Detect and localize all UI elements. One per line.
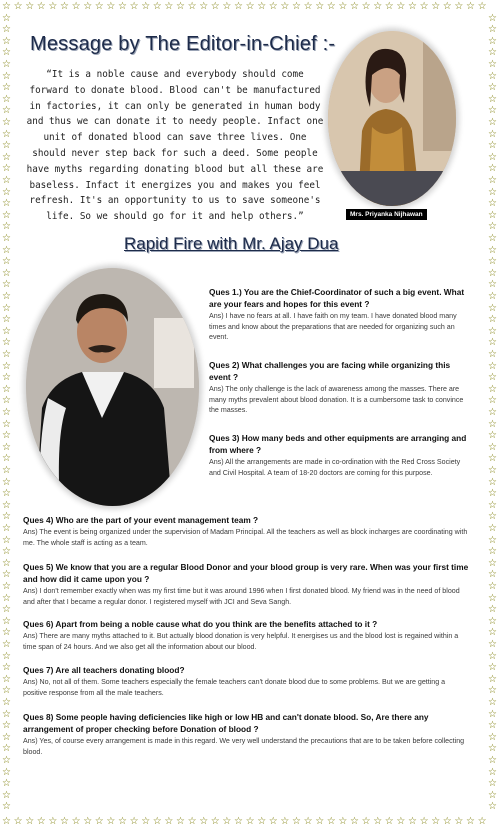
border-star-icon: ☆ xyxy=(2,59,11,70)
border-star-icon: ☆ xyxy=(2,291,11,302)
border-star-icon: ☆ xyxy=(488,105,497,117)
border-star-icon: ☆ xyxy=(2,546,11,558)
border-star-icon: ☆ xyxy=(2,581,11,592)
border-star-icon: ☆ xyxy=(488,395,497,407)
border-star-icon: ☆ xyxy=(454,1,464,12)
border-star-icon: ☆ xyxy=(488,256,497,268)
border-star-icon: ☆ xyxy=(2,789,11,801)
border-star-icon: ☆ xyxy=(2,465,11,476)
border-star-icon: ☆ xyxy=(2,82,11,94)
border-star-icon: ☆ xyxy=(350,816,359,827)
border-star-icon: ☆ xyxy=(257,816,267,827)
border-star-icon: ☆ xyxy=(488,383,497,395)
qa-item xyxy=(209,359,471,416)
border-star-icon: ☆ xyxy=(25,1,35,12)
border-star-icon: ☆ xyxy=(326,1,336,12)
border-star-icon: ☆ xyxy=(408,816,417,827)
border-star-icon: ☆ xyxy=(488,47,497,59)
border-star-icon: ☆ xyxy=(454,816,464,827)
editor-photo xyxy=(328,31,456,206)
editor-photo-caption: Mrs. Priyanka Nijhawan xyxy=(346,209,427,220)
border-star-icon: ☆ xyxy=(488,209,497,221)
border-star-icon: ☆ xyxy=(48,816,58,827)
qa-item xyxy=(209,286,471,343)
border-star-icon: ☆ xyxy=(13,816,23,827)
border-star-icon: ☆ xyxy=(488,534,497,546)
border-star-icon: ☆ xyxy=(488,650,497,662)
border-star-icon: ☆ xyxy=(488,801,497,813)
border-star-icon: ☆ xyxy=(488,720,497,732)
border-star-icon: ☆ xyxy=(222,816,232,827)
border-star-icon: ☆ xyxy=(2,360,11,372)
border-star-icon: ☆ xyxy=(2,128,11,140)
border-star-icon: ☆ xyxy=(2,163,11,175)
border-star-icon: ☆ xyxy=(187,1,197,12)
border-star-icon: ☆ xyxy=(488,267,497,279)
border-star-icon: ☆ xyxy=(222,1,232,12)
border-star-icon: ☆ xyxy=(338,1,348,12)
border-star-icon: ☆ xyxy=(488,592,497,604)
border-star-icon: ☆ xyxy=(2,430,11,442)
border-star-icon: ☆ xyxy=(488,476,497,488)
border-star-icon: ☆ xyxy=(2,47,11,59)
border-star-icon: ☆ xyxy=(488,418,497,430)
border-star-icon: ☆ xyxy=(488,291,497,302)
border-star-icon: ☆ xyxy=(2,662,11,674)
border-star-icon: ☆ xyxy=(2,140,11,152)
border-star-icon: ☆ xyxy=(488,349,497,360)
border-star-icon: ☆ xyxy=(2,720,11,732)
border-star-icon: ☆ xyxy=(2,233,11,244)
border-star-icon: ☆ xyxy=(488,59,497,70)
border-star-icon: ☆ xyxy=(488,279,497,291)
border-star-icon: ☆ xyxy=(488,743,497,755)
answer: Ans) All the arrangements are made in co-ordination with the Red Cross Society and Civil Hospital. A team of 18-20 doctors are coming for this purpose. xyxy=(209,458,461,477)
border-star-icon: ☆ xyxy=(176,816,185,827)
border-star-icon: ☆ xyxy=(141,816,151,827)
question: Ques 8) Some people having deficiencies like high or low HB and can't donate blood. So, Are there any arrangement of proper checking before Donation of blood ? xyxy=(23,712,429,734)
border-star-icon: ☆ xyxy=(280,816,290,827)
border-star-icon: ☆ xyxy=(2,244,11,256)
border-star-icon: ☆ xyxy=(488,314,497,326)
answer: Ans) The event is being organized under the supervision of Madam Principal. All the teachers as well as block incharges are coordinating with me. The whole staff is acting as a team. xyxy=(23,528,468,547)
border-star-icon: ☆ xyxy=(2,731,11,743)
answer: Ans) The only challenge is the lack of awareness among the masses. There are many myths prevalent about blood donation. It is a cumbersome task to convince the masses. xyxy=(209,385,464,415)
interviewee-photo xyxy=(26,268,199,506)
border-star-icon: ☆ xyxy=(2,743,11,755)
border-star-icon: ☆ xyxy=(477,1,487,12)
answer: Ans) There are many myths attached to it. But actually blood donation is very helpful. It energises us and the blood lost is regained within a time span of 24 hours. And we also get all the information about our blood. xyxy=(23,632,459,651)
border-star-icon: ☆ xyxy=(2,221,11,233)
border-star-icon: ☆ xyxy=(488,151,497,163)
border-star-icon: ☆ xyxy=(488,244,497,256)
border-star-icon: ☆ xyxy=(2,372,11,384)
border-star-icon: ☆ xyxy=(488,163,497,175)
border-star-icon: ☆ xyxy=(2,569,11,581)
border-star-icon: ☆ xyxy=(488,789,497,801)
border-star-icon: ☆ xyxy=(176,1,185,12)
border-star-icon: ☆ xyxy=(13,1,23,12)
border-star-icon: ☆ xyxy=(488,662,497,674)
border-star-icon: ☆ xyxy=(129,1,139,12)
border-star-icon: ☆ xyxy=(488,778,497,790)
border-star-icon: ☆ xyxy=(2,1,11,12)
border-star-icon: ☆ xyxy=(2,453,11,465)
border-star-icon: ☆ xyxy=(152,1,162,12)
border-star-icon: ☆ xyxy=(373,816,383,827)
border-star-icon: ☆ xyxy=(419,1,429,12)
border-star-icon: ☆ xyxy=(2,383,11,395)
question: Ques 3) How many beds and other equipments are arranging and from where ? xyxy=(209,433,467,455)
border-star-icon: ☆ xyxy=(2,24,11,36)
border-star-icon: ☆ xyxy=(488,615,497,627)
border-star-icon: ☆ xyxy=(71,1,81,12)
border-star-icon: ☆ xyxy=(199,816,209,827)
border-star-icon: ☆ xyxy=(2,70,11,82)
question: Ques 2) What challenges you are facing while organizing this event ? xyxy=(209,360,451,382)
border-star-icon: ☆ xyxy=(488,24,497,36)
border-star-icon: ☆ xyxy=(2,766,11,778)
border-star-icon: ☆ xyxy=(164,816,174,827)
border-star-icon: ☆ xyxy=(48,1,58,12)
qa-item xyxy=(23,618,471,652)
border-star-icon: ☆ xyxy=(488,673,497,685)
border-star-icon: ☆ xyxy=(408,1,417,12)
border-star-icon: ☆ xyxy=(488,441,497,453)
border-star-icon: ☆ xyxy=(2,557,11,569)
rapid-fire-title: Rapid Fire with Mr. Ajay Dua xyxy=(124,234,339,253)
border-star-icon: ☆ xyxy=(488,186,497,198)
border-star-icon: ☆ xyxy=(488,372,497,384)
border-star-icon: ☆ xyxy=(2,209,11,221)
border-star-icon: ☆ xyxy=(2,639,11,650)
border-star-icon: ☆ xyxy=(2,523,11,534)
border-star-icon: ☆ xyxy=(2,627,11,639)
border-star-icon: ☆ xyxy=(2,395,11,407)
border-star-icon: ☆ xyxy=(488,766,497,778)
border-star-icon: ☆ xyxy=(2,499,11,511)
border-star-icon: ☆ xyxy=(431,1,441,12)
border-star-icon: ☆ xyxy=(488,337,497,349)
answer: Ans) I have no fears at all. I have faith on my team. I have donated blood many times and know about the preparations that are needed for organizing such an event. xyxy=(209,312,457,342)
editor-quote: “It is a noble cause and everybody should come forward to donate blood. Blood can't be manufactured in factories, it can only be generated in human body and thus we can donate it to needy people. Infact one unit of donated blood can save three lives. One should never step back for such a deed. Some people have myths regarding donating blood but all these are baseless. Infact it energizes you and makes you feel refresh. It's an opportunity to us to save someone's life. So we should go for it and help others.” xyxy=(26,69,324,223)
border-star-icon: ☆ xyxy=(326,816,336,827)
border-star-icon: ☆ xyxy=(2,256,11,268)
border-star-icon: ☆ xyxy=(488,140,497,152)
border-star-icon: ☆ xyxy=(488,755,497,766)
border-star-icon: ☆ xyxy=(83,816,93,827)
border-star-icon: ☆ xyxy=(2,407,11,418)
border-star-icon: ☆ xyxy=(2,186,11,198)
border-star-icon: ☆ xyxy=(2,801,11,813)
border-star-icon: ☆ xyxy=(488,708,497,720)
border-star-icon: ☆ xyxy=(488,221,497,233)
border-star-icon: ☆ xyxy=(396,1,406,12)
qa-item xyxy=(209,432,471,478)
qa-item xyxy=(23,711,471,757)
border-star-icon: ☆ xyxy=(245,1,255,12)
border-star-icon: ☆ xyxy=(350,1,359,12)
border-star-icon: ☆ xyxy=(60,1,69,12)
border-star-icon: ☆ xyxy=(245,816,255,827)
border-star-icon: ☆ xyxy=(477,816,487,827)
border-star-icon: ☆ xyxy=(488,546,497,558)
answer: Ans) Yes, of course every arrangement is made in this regard. We very well understand the precautions that are to be taken before collecting blood. xyxy=(23,737,465,756)
border-star-icon: ☆ xyxy=(2,534,11,546)
border-star-icon: ☆ xyxy=(257,1,267,12)
border-star-icon: ☆ xyxy=(2,816,11,827)
border-star-icon: ☆ xyxy=(36,816,46,827)
border-star-icon: ☆ xyxy=(2,604,11,616)
border-star-icon: ☆ xyxy=(118,1,127,12)
border-star-icon: ☆ xyxy=(488,175,497,186)
border-star-icon: ☆ xyxy=(187,816,197,827)
border-star-icon: ☆ xyxy=(2,151,11,163)
border-star-icon: ☆ xyxy=(2,93,11,105)
border-star-icon: ☆ xyxy=(292,816,301,827)
border-star-icon: ☆ xyxy=(2,12,11,24)
border-star-icon: ☆ xyxy=(210,816,220,827)
border-star-icon: ☆ xyxy=(315,1,325,12)
border-star-icon: ☆ xyxy=(488,233,497,244)
border-star-icon: ☆ xyxy=(419,816,429,827)
border-star-icon: ☆ xyxy=(488,117,497,128)
border-star-icon: ☆ xyxy=(292,1,301,12)
border-star-icon: ☆ xyxy=(488,93,497,105)
answer: Ans) No, not all of them. Some teachers especially the female teachers can't donate blood due to some problems. But we are getting a positive response from all the male teachers. xyxy=(23,678,446,697)
qa-item xyxy=(23,514,471,548)
border-star-icon: ☆ xyxy=(280,1,290,12)
border-star-icon: ☆ xyxy=(488,325,497,337)
border-star-icon: ☆ xyxy=(488,12,497,24)
border-star-icon: ☆ xyxy=(268,816,278,827)
border-star-icon: ☆ xyxy=(2,175,11,186)
question: Ques 5) We know that you are a regular Blood Donor and your blood group is very rare. When was your first time and how did it came upon you ? xyxy=(23,562,469,584)
border-star-icon: ☆ xyxy=(2,488,11,500)
border-star-icon: ☆ xyxy=(488,685,497,697)
border-star-icon: ☆ xyxy=(488,604,497,616)
border-star-icon: ☆ xyxy=(106,1,116,12)
border-star-icon: ☆ xyxy=(488,360,497,372)
border-star-icon: ☆ xyxy=(488,302,497,314)
border-star-icon: ☆ xyxy=(2,35,11,47)
border-star-icon: ☆ xyxy=(384,1,394,12)
border-star-icon: ☆ xyxy=(488,499,497,511)
border-star-icon: ☆ xyxy=(488,128,497,140)
border-star-icon: ☆ xyxy=(268,1,278,12)
border-star-icon: ☆ xyxy=(466,1,475,12)
border-star-icon: ☆ xyxy=(234,816,243,827)
border-star-icon: ☆ xyxy=(36,1,46,12)
border-star-icon: ☆ xyxy=(303,816,313,827)
border-star-icon: ☆ xyxy=(2,476,11,488)
border-star-icon: ☆ xyxy=(488,465,497,476)
border-star-icon: ☆ xyxy=(488,198,497,210)
border-star-icon: ☆ xyxy=(338,816,348,827)
border-star-icon: ☆ xyxy=(60,816,69,827)
border-star-icon: ☆ xyxy=(488,697,497,708)
border-star-icon: ☆ xyxy=(442,1,452,12)
border-star-icon: ☆ xyxy=(488,731,497,743)
border-star-icon: ☆ xyxy=(2,650,11,662)
question: Ques 7) Are all teachers donating blood? xyxy=(23,665,185,675)
border-star-icon: ☆ xyxy=(152,816,162,827)
question: Ques 4) Who are the part of your event management team ? xyxy=(23,515,259,525)
border-star-icon: ☆ xyxy=(384,816,394,827)
border-star-icon: ☆ xyxy=(94,1,104,12)
border-star-icon: ☆ xyxy=(361,816,371,827)
border-star-icon: ☆ xyxy=(2,314,11,326)
border-star-icon: ☆ xyxy=(83,1,93,12)
border-star-icon: ☆ xyxy=(106,816,116,827)
border-star-icon: ☆ xyxy=(431,816,441,827)
editor-section-title: Message by The Editor-in-Chief :- xyxy=(30,33,336,55)
border-star-icon: ☆ xyxy=(71,816,81,827)
border-star-icon: ☆ xyxy=(2,673,11,685)
border-star-icon: ☆ xyxy=(361,1,371,12)
border-star-icon: ☆ xyxy=(303,1,313,12)
border-star-icon: ☆ xyxy=(488,627,497,639)
answer: Ans) I don't remember exactly when was my first time but it was around 1996 when I first donated blood. My friend was in the need of blood and after that I became a regular donor. I registered myself with JCI and Seva Sangh. xyxy=(23,587,460,606)
border-star-icon: ☆ xyxy=(488,82,497,94)
border-star-icon: ☆ xyxy=(2,198,11,210)
border-star-icon: ☆ xyxy=(488,581,497,592)
border-star-icon: ☆ xyxy=(210,1,220,12)
border-star-icon: ☆ xyxy=(488,407,497,418)
border-star-icon: ☆ xyxy=(488,35,497,47)
border-star-icon: ☆ xyxy=(2,337,11,349)
border-star-icon: ☆ xyxy=(2,325,11,337)
border-star-icon: ☆ xyxy=(488,639,497,650)
border-star-icon: ☆ xyxy=(488,523,497,534)
border-star-icon: ☆ xyxy=(488,453,497,465)
border-star-icon: ☆ xyxy=(2,615,11,627)
border-star-icon: ☆ xyxy=(2,511,11,523)
border-star-icon: ☆ xyxy=(129,816,139,827)
border-star-icon: ☆ xyxy=(2,441,11,453)
border-star-icon: ☆ xyxy=(2,592,11,604)
border-star-icon: ☆ xyxy=(466,816,475,827)
border-star-icon: ☆ xyxy=(2,418,11,430)
border-star-icon: ☆ xyxy=(94,816,104,827)
border-star-icon: ☆ xyxy=(488,557,497,569)
border-star-icon: ☆ xyxy=(2,279,11,291)
question: Ques 1.) You are the Chief-Coordinator of such a big event. What are your fears and hopes for this event ? xyxy=(209,287,465,309)
border-star-icon: ☆ xyxy=(2,708,11,720)
border-star-icon: ☆ xyxy=(488,569,497,581)
border-star-icon: ☆ xyxy=(199,1,209,12)
border-star-icon: ☆ xyxy=(25,816,35,827)
border-star-icon: ☆ xyxy=(2,117,11,128)
qa-item xyxy=(23,664,471,698)
border-star-icon: ☆ xyxy=(234,1,243,12)
border-star-icon: ☆ xyxy=(442,816,452,827)
border-star-icon: ☆ xyxy=(2,105,11,117)
border-star-icon: ☆ xyxy=(141,1,151,12)
border-star-icon: ☆ xyxy=(164,1,174,12)
border-star-icon: ☆ xyxy=(2,778,11,790)
question: Ques 6) Apart from being a noble cause what do you think are the benefits attached to it ? xyxy=(23,619,378,629)
border-star-icon: ☆ xyxy=(2,267,11,279)
border-star-icon: ☆ xyxy=(315,816,325,827)
border-star-icon: ☆ xyxy=(2,685,11,697)
border-star-icon: ☆ xyxy=(488,488,497,500)
border-star-icon: ☆ xyxy=(396,816,406,827)
border-star-icon: ☆ xyxy=(2,349,11,360)
border-star-icon: ☆ xyxy=(118,816,127,827)
border-star-icon: ☆ xyxy=(2,697,11,708)
border-star-icon: ☆ xyxy=(488,430,497,442)
border-star-icon: ☆ xyxy=(373,1,383,12)
border-star-icon: ☆ xyxy=(2,302,11,314)
border-star-icon: ☆ xyxy=(488,511,497,523)
border-star-icon: ☆ xyxy=(2,755,11,766)
border-star-icon: ☆ xyxy=(488,70,497,82)
qa-item xyxy=(23,561,471,607)
